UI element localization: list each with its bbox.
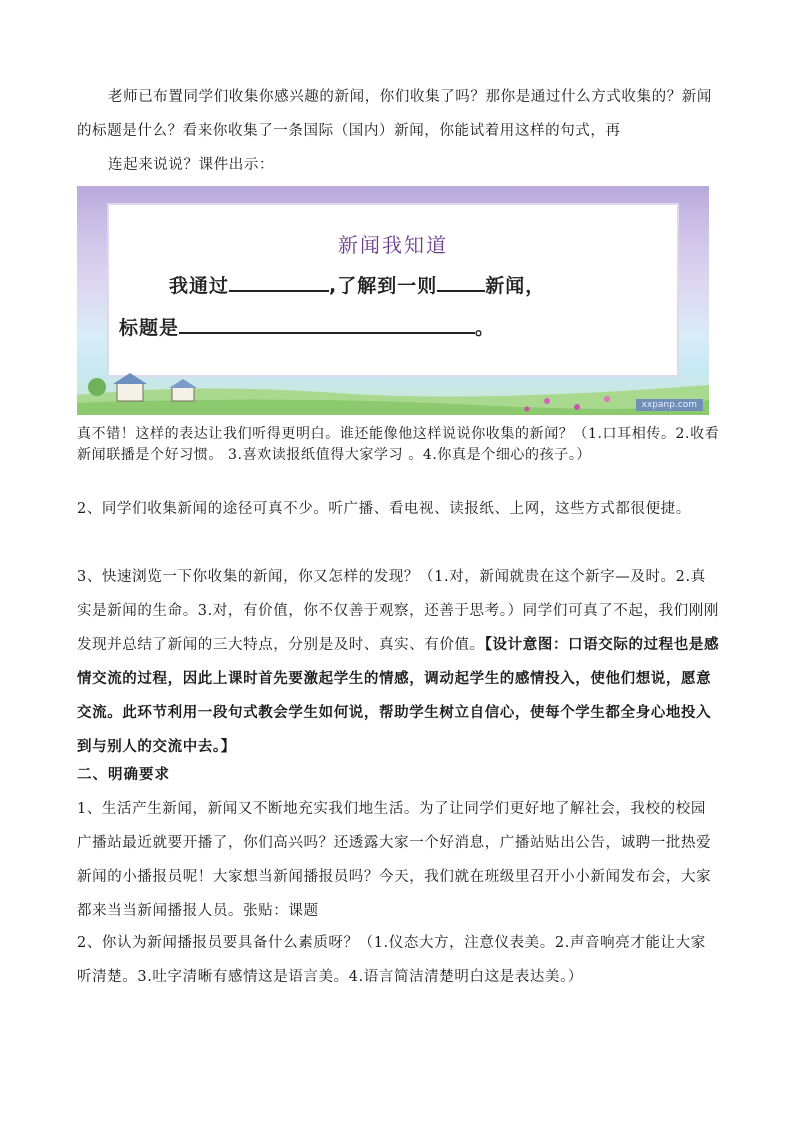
section2-item-1: 1、生活产生新闻，新闻又不断地充实我们地生活。为了让同学们更好地了解社会，我校的校园广播站最近就要开播了，你们高兴吗？还透露大家一个好消息，广播站贴出公告，诚聘一批热爱新闻的小播报员呢！大家想当新闻播报员吗？今天，我们就在班级里召开小小新闻发布会，大家都来当当新闻播报人员。张贴：课题 bbox=[77, 801, 712, 919]
intro-line-2: 新闻的标题是什么？看来你收集了一条国际（国内）新闻，你能试着用这样的句式，再 bbox=[77, 89, 712, 139]
meadow-illustration bbox=[77, 365, 709, 415]
intro-paragraph bbox=[77, 80, 720, 148]
design-intent-note: 【设计意图：口语交际的过程也是感情交流的过程，因此上课时首先要激起学生的情感，调动起学生的感情投入，使他们想说，愿意交流。此环节利用一段句式教会学生如何说，帮助学生树立自信心，使每个学生都全身心地投入到与别人的交流中去。】 bbox=[77, 636, 720, 755]
slide-sentence-1: 我通过 ,了解到一则 新闻， bbox=[169, 275, 546, 297]
intro-line-3: 连起来说说？课件出示： bbox=[108, 157, 275, 173]
paragraph-item-2: 2、同学们收集新闻的途径可真不少。听广播、看电视、读报纸、上网，这些方式都很便捷。 bbox=[77, 501, 691, 517]
blank-title bbox=[179, 315, 475, 334]
slide-card bbox=[107, 203, 679, 377]
slide-watermark: xxpanp.com bbox=[636, 399, 703, 411]
slide-title: 新闻我知道 bbox=[338, 233, 448, 257]
courseware-slide bbox=[77, 186, 709, 415]
section-heading: 二、明确要求 bbox=[77, 767, 170, 783]
blank-type bbox=[437, 273, 485, 292]
slide-sentence-2: 标题是 。 bbox=[119, 317, 496, 339]
intro-line-1: 老师已布置同学们收集你感兴趣的新闻，你们收集了吗？那你是通过什么方式收集的？ bbox=[108, 89, 682, 105]
blank-method bbox=[229, 273, 329, 292]
praise-paragraph: 真不错！这样的表达让我们听得更明白。谁还能像他这样说说你收集的新闻？（1.口耳相传。2.收看新闻联播是个好习惯。 3.喜欢读报纸值得大家学习 。4.你真是个细心的孩子。） bbox=[77, 426, 720, 463]
section2-item-2: 2、你认为新闻播报员要具备什么素质呀？（1.仪态大方，注意仪表美。2.声音响亮才能让大家听清楚。3.吐字清晰有感情这是语言美。4.语言简洁清楚明白这是表达美。） bbox=[77, 935, 706, 985]
paragraph-item-3: 3、快速浏览一下你收集的新闻，你又怎样的发现？（1.对，新闻就贵在这个新字—及时。2.真实是新闻的生命。3.对，有价值，你不仅善于观察，还善于思考。）同学们可真了不起，我们刚刚发现并总结了新闻的三大特点，分别是及时、真实、有价值。【设计意图：口语交际的过程也是感情交流的过程，因此上课时首先要激起学生的情感，调动起学生的感情投入，使他们想说，愿意交流。此环节利用一段句式教会学生如何说，帮助学生树立自信心，使每个学生都全身心地投入到与别人的交流中去。】 bbox=[77, 569, 720, 755]
